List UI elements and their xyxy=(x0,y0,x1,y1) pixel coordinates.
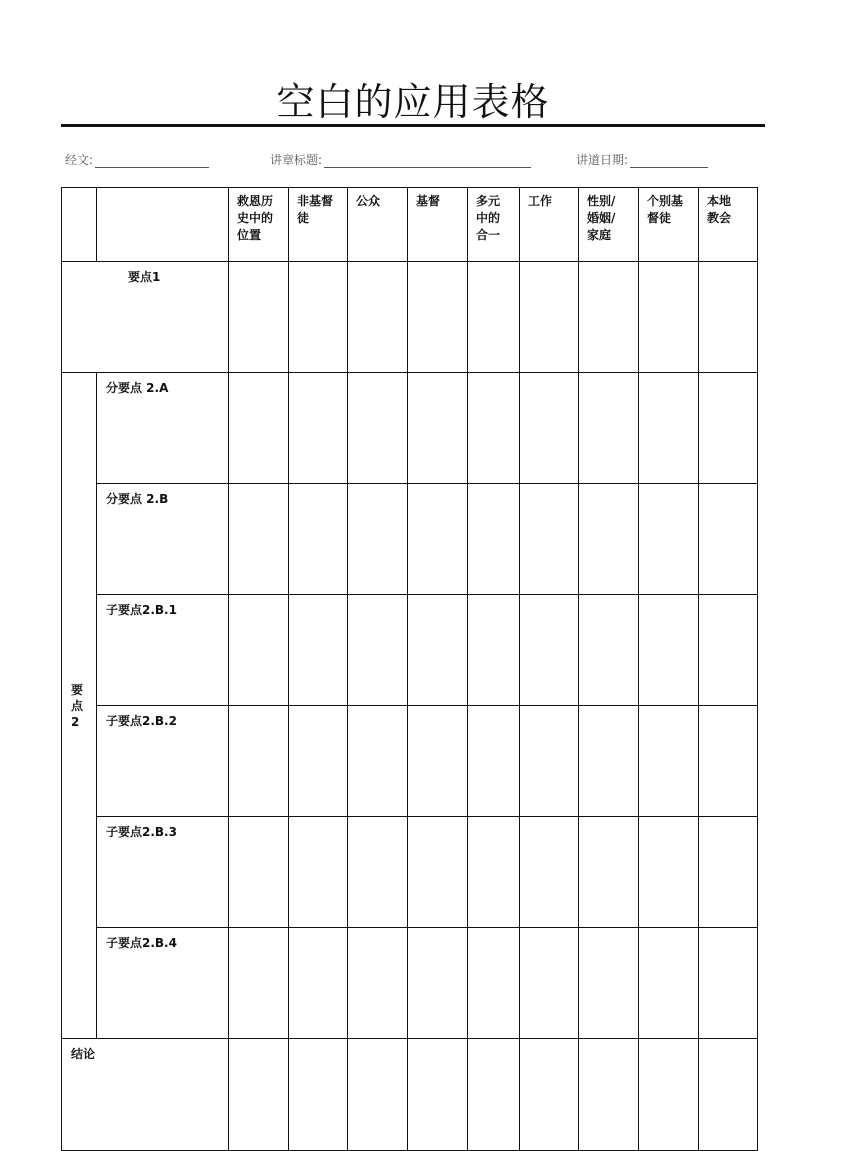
meta-row xyxy=(0,150,862,170)
table-cell[interactable] xyxy=(348,817,408,928)
table-cell[interactable] xyxy=(468,595,520,706)
table-cell[interactable] xyxy=(579,1039,639,1151)
table-cell[interactable] xyxy=(229,595,289,706)
header-salvation-history: 救恩历 史中的 位置 xyxy=(229,188,289,262)
table-cell[interactable] xyxy=(289,1039,348,1151)
table-cell[interactable] xyxy=(408,706,468,817)
table-cell[interactable] xyxy=(579,484,639,595)
scripture-label: 经文: xyxy=(65,153,94,167)
sermon-title-blank-line[interactable] xyxy=(324,154,531,168)
table-cell[interactable] xyxy=(408,595,468,706)
table-cell[interactable] xyxy=(348,262,408,373)
header-local-church: 本地 教会 xyxy=(699,188,758,262)
subpoint-label: 分要点 2.B xyxy=(97,484,229,595)
table-cell[interactable] xyxy=(520,706,579,817)
table-cell[interactable] xyxy=(520,1039,579,1151)
table-cell[interactable] xyxy=(579,817,639,928)
subpoint-row xyxy=(62,706,758,817)
table-cell[interactable] xyxy=(289,706,348,817)
preach-date-field xyxy=(576,150,708,168)
subpoint-label: 分要点 2.A xyxy=(97,373,229,484)
table-cell[interactable] xyxy=(579,595,639,706)
table-cell[interactable] xyxy=(579,928,639,1039)
table-cell[interactable] xyxy=(520,928,579,1039)
scripture-blank-line[interactable] xyxy=(95,154,209,168)
table-cell[interactable] xyxy=(468,484,520,595)
table-cell[interactable] xyxy=(348,484,408,595)
page-title: 空白的应用表格 xyxy=(276,80,550,124)
preach-date-blank-line[interactable] xyxy=(630,154,708,168)
table-cell[interactable] xyxy=(520,484,579,595)
table-cell[interactable] xyxy=(289,817,348,928)
subpoint-label: 子要点2.B.2 xyxy=(97,706,229,817)
table-cell[interactable] xyxy=(348,595,408,706)
table-cell[interactable] xyxy=(468,928,520,1039)
subpoint-label: 子要点2.B.3 xyxy=(97,817,229,928)
preach-date-label: 讲道日期: xyxy=(576,153,629,167)
subpoint-row xyxy=(62,595,758,706)
header-unity-in-diversity: 多元 中的 合一 xyxy=(468,188,520,262)
subpoint-row xyxy=(62,817,758,928)
table-cell[interactable] xyxy=(408,817,468,928)
table-cell[interactable] xyxy=(289,928,348,1039)
header-work: 工作 xyxy=(520,188,579,262)
table-cell[interactable] xyxy=(579,373,639,484)
table-cell[interactable] xyxy=(408,373,468,484)
table-cell[interactable] xyxy=(699,262,758,373)
table-cell[interactable] xyxy=(229,373,289,484)
table-cell[interactable] xyxy=(699,373,758,484)
table-cell[interactable] xyxy=(699,817,758,928)
table-cell[interactable] xyxy=(408,928,468,1039)
table-cell[interactable] xyxy=(468,262,520,373)
table-cell[interactable] xyxy=(639,595,699,706)
table-cell[interactable] xyxy=(639,1039,699,1151)
header-non-christian: 非基督 徒 xyxy=(289,188,348,262)
table-cell[interactable] xyxy=(520,817,579,928)
table-cell[interactable] xyxy=(699,706,758,817)
table-cell[interactable] xyxy=(348,706,408,817)
table-cell[interactable] xyxy=(699,1039,758,1151)
table-cell[interactable] xyxy=(229,706,289,817)
header-christ: 基督 xyxy=(408,188,468,262)
table-cell[interactable] xyxy=(699,595,758,706)
table-cell[interactable] xyxy=(289,595,348,706)
table-cell[interactable] xyxy=(520,373,579,484)
application-table xyxy=(61,187,758,1151)
table-cell[interactable] xyxy=(520,595,579,706)
point1-label: 要点1 xyxy=(62,262,229,373)
table-cell[interactable] xyxy=(348,1039,408,1151)
table-cell[interactable] xyxy=(229,262,289,373)
table-cell[interactable] xyxy=(699,484,758,595)
title-divider xyxy=(61,124,765,127)
table-cell[interactable] xyxy=(699,928,758,1039)
table-cell[interactable] xyxy=(639,817,699,928)
header-individual-christian: 个别基 督徒 xyxy=(639,188,699,262)
table-cell[interactable] xyxy=(639,373,699,484)
scripture-field xyxy=(65,150,209,168)
table-cell[interactable] xyxy=(468,817,520,928)
subpoint-label: 子要点2.B.1 xyxy=(97,595,229,706)
table-cell[interactable] xyxy=(579,706,639,817)
table-cell[interactable] xyxy=(468,373,520,484)
table-cell[interactable] xyxy=(639,484,699,595)
subpoint-row xyxy=(62,484,758,595)
table-cell[interactable] xyxy=(408,484,468,595)
header-public: 公众 xyxy=(348,188,408,262)
subpoint-row xyxy=(62,928,758,1039)
point2-label: 要 点 2 xyxy=(62,373,97,1039)
table-cell[interactable] xyxy=(229,1039,289,1151)
table-cell[interactable] xyxy=(229,928,289,1039)
sermon-title-field xyxy=(270,150,531,168)
point1-row xyxy=(62,262,758,373)
table-cell[interactable] xyxy=(229,817,289,928)
table-cell[interactable] xyxy=(520,262,579,373)
table-cell[interactable] xyxy=(289,373,348,484)
header-corner-cell xyxy=(62,188,97,262)
sermon-title-label: 讲章标题: xyxy=(270,153,323,167)
table-cell[interactable] xyxy=(408,262,468,373)
subpoint-row xyxy=(62,373,758,484)
table-cell[interactable] xyxy=(348,928,408,1039)
table-cell[interactable] xyxy=(639,928,699,1039)
table-cell[interactable] xyxy=(289,262,348,373)
table-cell[interactable] xyxy=(468,706,520,817)
table-cell[interactable] xyxy=(639,262,699,373)
header-corner-cell xyxy=(97,188,229,262)
header-gender-marriage-family: 性别/ 婚姻/ 家庭 xyxy=(579,188,639,262)
table-cell[interactable] xyxy=(348,373,408,484)
table-cell[interactable] xyxy=(579,262,639,373)
table-cell[interactable] xyxy=(468,1039,520,1151)
table-cell[interactable] xyxy=(229,484,289,595)
header-row xyxy=(62,188,758,262)
subpoint-label: 子要点2.B.4 xyxy=(97,928,229,1039)
conclusion-label: 结论 xyxy=(62,1039,229,1151)
conclusion-row xyxy=(62,1039,758,1151)
table-cell[interactable] xyxy=(289,484,348,595)
table-cell[interactable] xyxy=(408,1039,468,1151)
table-cell[interactable] xyxy=(639,706,699,817)
